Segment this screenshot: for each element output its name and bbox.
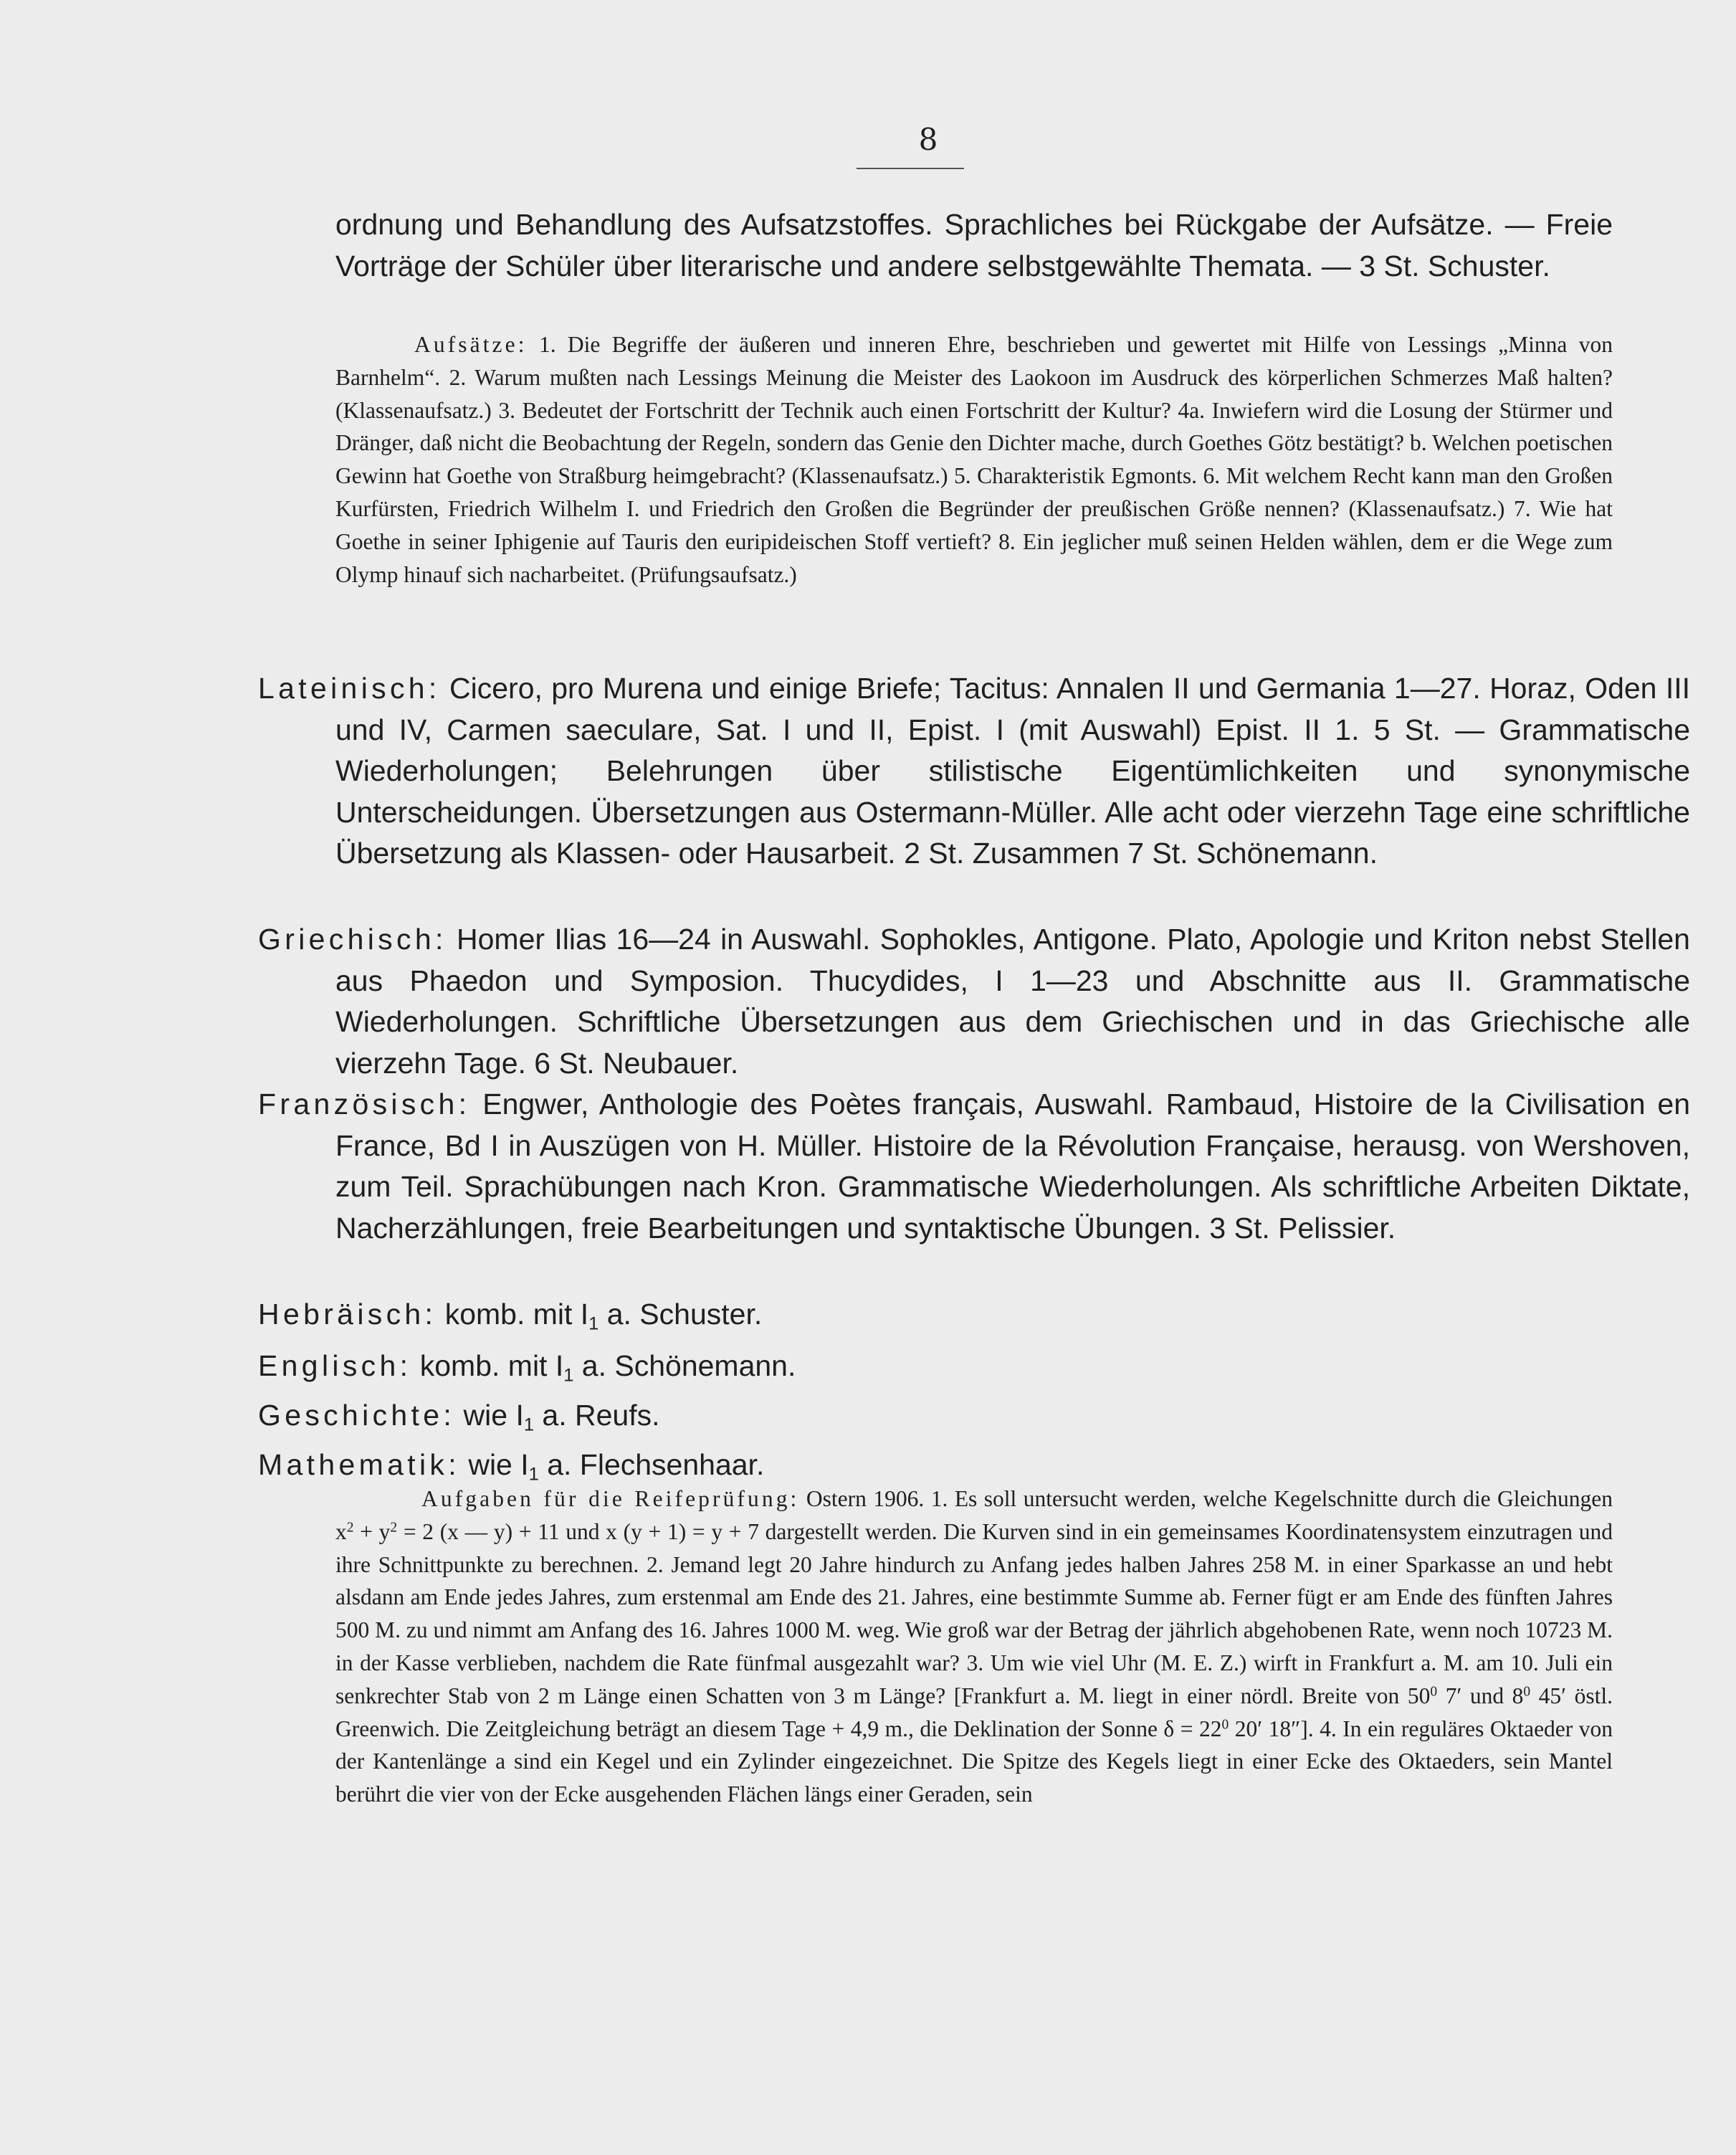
aufgaben-text-3: = 2 (x — y) + 11 und x (y + 1) = y + 7 dargestellt werden. Die Kurven sind in ein gemeinsames Koordinatensystem einzutragen und ihre Schnittpunkte zu berechnen. 2. Jemand legt 20 Jahre hindurch zu Anfang jedes halben Jahres 258 M. in einer Sparkasse an und hebt alsdann am Ende jedes Jahres, zum erstenmal am Ende des 21. Jahres, eine bestimmte Summe ab. Ferner fügt er am Ende des fünften Jahres 500 M. zu und nimmt am Anfang des 16. Jahres 1000 M. weg. Wie groß war der Betrag der jährlich abgehobenen Rate, wenn noch 10723 M. in der Kasse verblieben, nachdem die Rate fünfmal ausgezahlt war? 3. Um wie viel Uhr (M. E. Z.) wirft in Frankfurt a. M. am 10. Juli ein senkrechter Stab von 2 m Länge einen Schatten von 3 m Länge? [Frankfurt a. M. liegt in einer nördl. Breite von 50 bbox=[335, 1518, 1613, 1708]
aufgaben-sup-4: 0 bbox=[1523, 1684, 1531, 1700]
hebraeisch-sub: 1 bbox=[588, 1313, 599, 1334]
aufgaben-label: Aufgaben für die Reifeprüfung: bbox=[421, 1486, 800, 1511]
mathematik-pre: wie I bbox=[468, 1448, 529, 1481]
aufsaetze-label: Aufsätze: bbox=[414, 332, 528, 357]
hebraeisch-label: Hebräisch: bbox=[258, 1298, 437, 1331]
lateinisch-section bbox=[258, 668, 1690, 875]
geschichte-pre: wie I bbox=[463, 1399, 524, 1432]
aufgaben-text-1: Ostern 1906. 1. Es soll untersucht werden, welche Kegelschnitte durch die Gleichungen x bbox=[335, 1486, 1613, 1544]
aufgaben-sup-5: 0 bbox=[1221, 1716, 1229, 1732]
aufgaben-paragraph bbox=[335, 1483, 1613, 1811]
aufsaetze-text: 1. Die Begriffe der äußeren und inneren Ehre, beschrieben und gewertet mit Hilfe von Lessings „Minna von Barnhelm“. 2. Warum mußten nach Lessings Meinung die Meister des Laokoon im Ausdruck des körperlichen Schmerzes Maß halten? (Klassenaufsatz.) 3. Bedeutet der Fortschritt der Technik auch einen Fortschritt der Kultur? 4a. Inwiefern wird die Losung der Stürmer und Dränger, daß nicht die Beobachtung der Regeln, sondern das Genie den Dichter mache, durch Goethes Götz bestätigt? b. Welchen poetischen Gewinn hat Goethe von Straßburg heimgebracht? (Klassenaufsatz.) 5. Charakteristik Egmonts. 6. Mit welchem Recht kann man den Großen Kurfürsten, Friedrich Wilhelm I. und Friedrich den Großen die Begründer der preußischen Größe nennen? (Klassenaufsatz.) 7. Wie hat Goethe in seiner Iphigenie auf Tauris den euripideischen Stoff vertieft? 8. Ein jeglicher muß seinen Helden wählen, dem er die Wege zum Olymp hinauf sich nacharbeitet. (Prüfungsaufsatz.) bbox=[335, 332, 1613, 587]
hebraeisch-post: a. Schuster. bbox=[606, 1298, 763, 1331]
aufgaben-sup-2: 2 bbox=[390, 1520, 398, 1536]
aufgaben-sup-3: 0 bbox=[1430, 1684, 1438, 1700]
lateinisch-text: Cicero, pro Murena und einige Briefe; Tacitus: Annalen II und Germania 1—27. Horaz, Oden III und IV, Carmen saeculare, Sat. I und II, Epist. I (mit Auswahl) Epist. II 1. 5 St. — Grammatische Wiederholungen; Belehrungen über stilistische Eigentümlichkeiten und synonymische Unterscheidungen. Übersetzungen aus Ostermann-Müller. Alle acht oder vierzehn Tage eine schriftliche Übersetzung als Klassen- oder Hausarbeit. 2 St. Zusammen 7 St. Schönemann. bbox=[335, 672, 1690, 870]
griechisch-label: Griechisch: bbox=[258, 923, 447, 956]
franzoesisch-text: Engwer, Anthologie des Poètes français, Auswahl. Rambaud, Histoire de la Civilisation en France, Bd I in Auszügen von H. Müller. Histoire de la Révolution Française, herausg. von Wershoven, zum Teil. Sprachübungen nach Kron. Grammatische Wiederholungen. Als schriftliche Arbeiten Diktate, Nacherzählungen, freie Bearbeitungen und syntaktische Übungen. 3 St. Pelissier. bbox=[335, 1088, 1690, 1245]
geschichte-post: a. Reufs. bbox=[542, 1399, 660, 1432]
franzoesisch-section bbox=[258, 1084, 1690, 1249]
geschichte-line bbox=[258, 1395, 1613, 1437]
mathematik-line bbox=[258, 1445, 1613, 1486]
englisch-pre: komb. mit I bbox=[419, 1349, 564, 1382]
intro-paragraph bbox=[335, 204, 1613, 287]
englisch-post: a. Schönemann. bbox=[581, 1349, 796, 1382]
page-number: 8 bbox=[918, 122, 938, 157]
englisch-label: Englisch: bbox=[258, 1349, 412, 1382]
mathematik-post: a. Flechsenhaar. bbox=[547, 1448, 765, 1481]
englisch-sub: 1 bbox=[563, 1365, 574, 1386]
franzoesisch-label: Französisch: bbox=[258, 1088, 471, 1121]
aufgaben-sup-1: 2 bbox=[346, 1520, 354, 1536]
mathematik-label: Mathematik: bbox=[258, 1448, 460, 1481]
hebraeisch-pre: komb. mit I bbox=[444, 1298, 589, 1331]
page-number-rule bbox=[857, 168, 964, 169]
geschichte-sub: 1 bbox=[523, 1414, 534, 1435]
aufgaben-text-2: + y bbox=[353, 1518, 391, 1544]
aufsaetze-paragraph bbox=[335, 328, 1613, 591]
griechisch-text: Homer Ilias 16—24 in Auswahl. Sophokles, Antigone. Plato, Apologie und Kriton nebst Stellen aus Phaedon und Symposion. Thucydides, I 1—23 und Abschnitte aus II. Grammatische Wiederholungen. Schriftliche Übersetzungen aus dem Griechischen und in das Griechische alle vierzehn Tage. 6 St. Neubauer. bbox=[335, 923, 1690, 1080]
hebraeisch-line bbox=[258, 1294, 1613, 1336]
geschichte-label: Geschichte: bbox=[258, 1399, 456, 1432]
intro-text: ordnung und Behandlung des Aufsatzstoffes. Sprachliches bei Rückgabe der Aufsätze. — Freie Vorträge der Schüler über literarische und andere selbstgewählte Themata. — 3 St. Schuster. bbox=[335, 208, 1613, 282]
aufgaben-text-4: 7′ und 8 bbox=[1437, 1683, 1524, 1708]
aufgaben-text-5: 45′ östl. Greenwich. Die Zeitgleichung beträgt an diesem Tage + 4,9 m., die Deklination der Sonne δ = 22 bbox=[335, 1683, 1613, 1741]
mathematik-sub: 1 bbox=[528, 1464, 539, 1485]
griechisch-section bbox=[258, 919, 1690, 1084]
lateinisch-label: Lateinisch: bbox=[258, 672, 441, 705]
aufgaben-text-6: 20′ 18″]. 4. In ein reguläres Oktaeder von der Kantenlänge a sind ein Kegel und ein Zylinder eingezeichnet. Die Spitze des Kegels liegt in einer Ecke des Oktaeders, sein Mantel berührt die vier von der Ecke ausgehenden Flächen längs einer Geraden, sein bbox=[335, 1716, 1613, 1807]
englisch-line bbox=[258, 1346, 1613, 1387]
